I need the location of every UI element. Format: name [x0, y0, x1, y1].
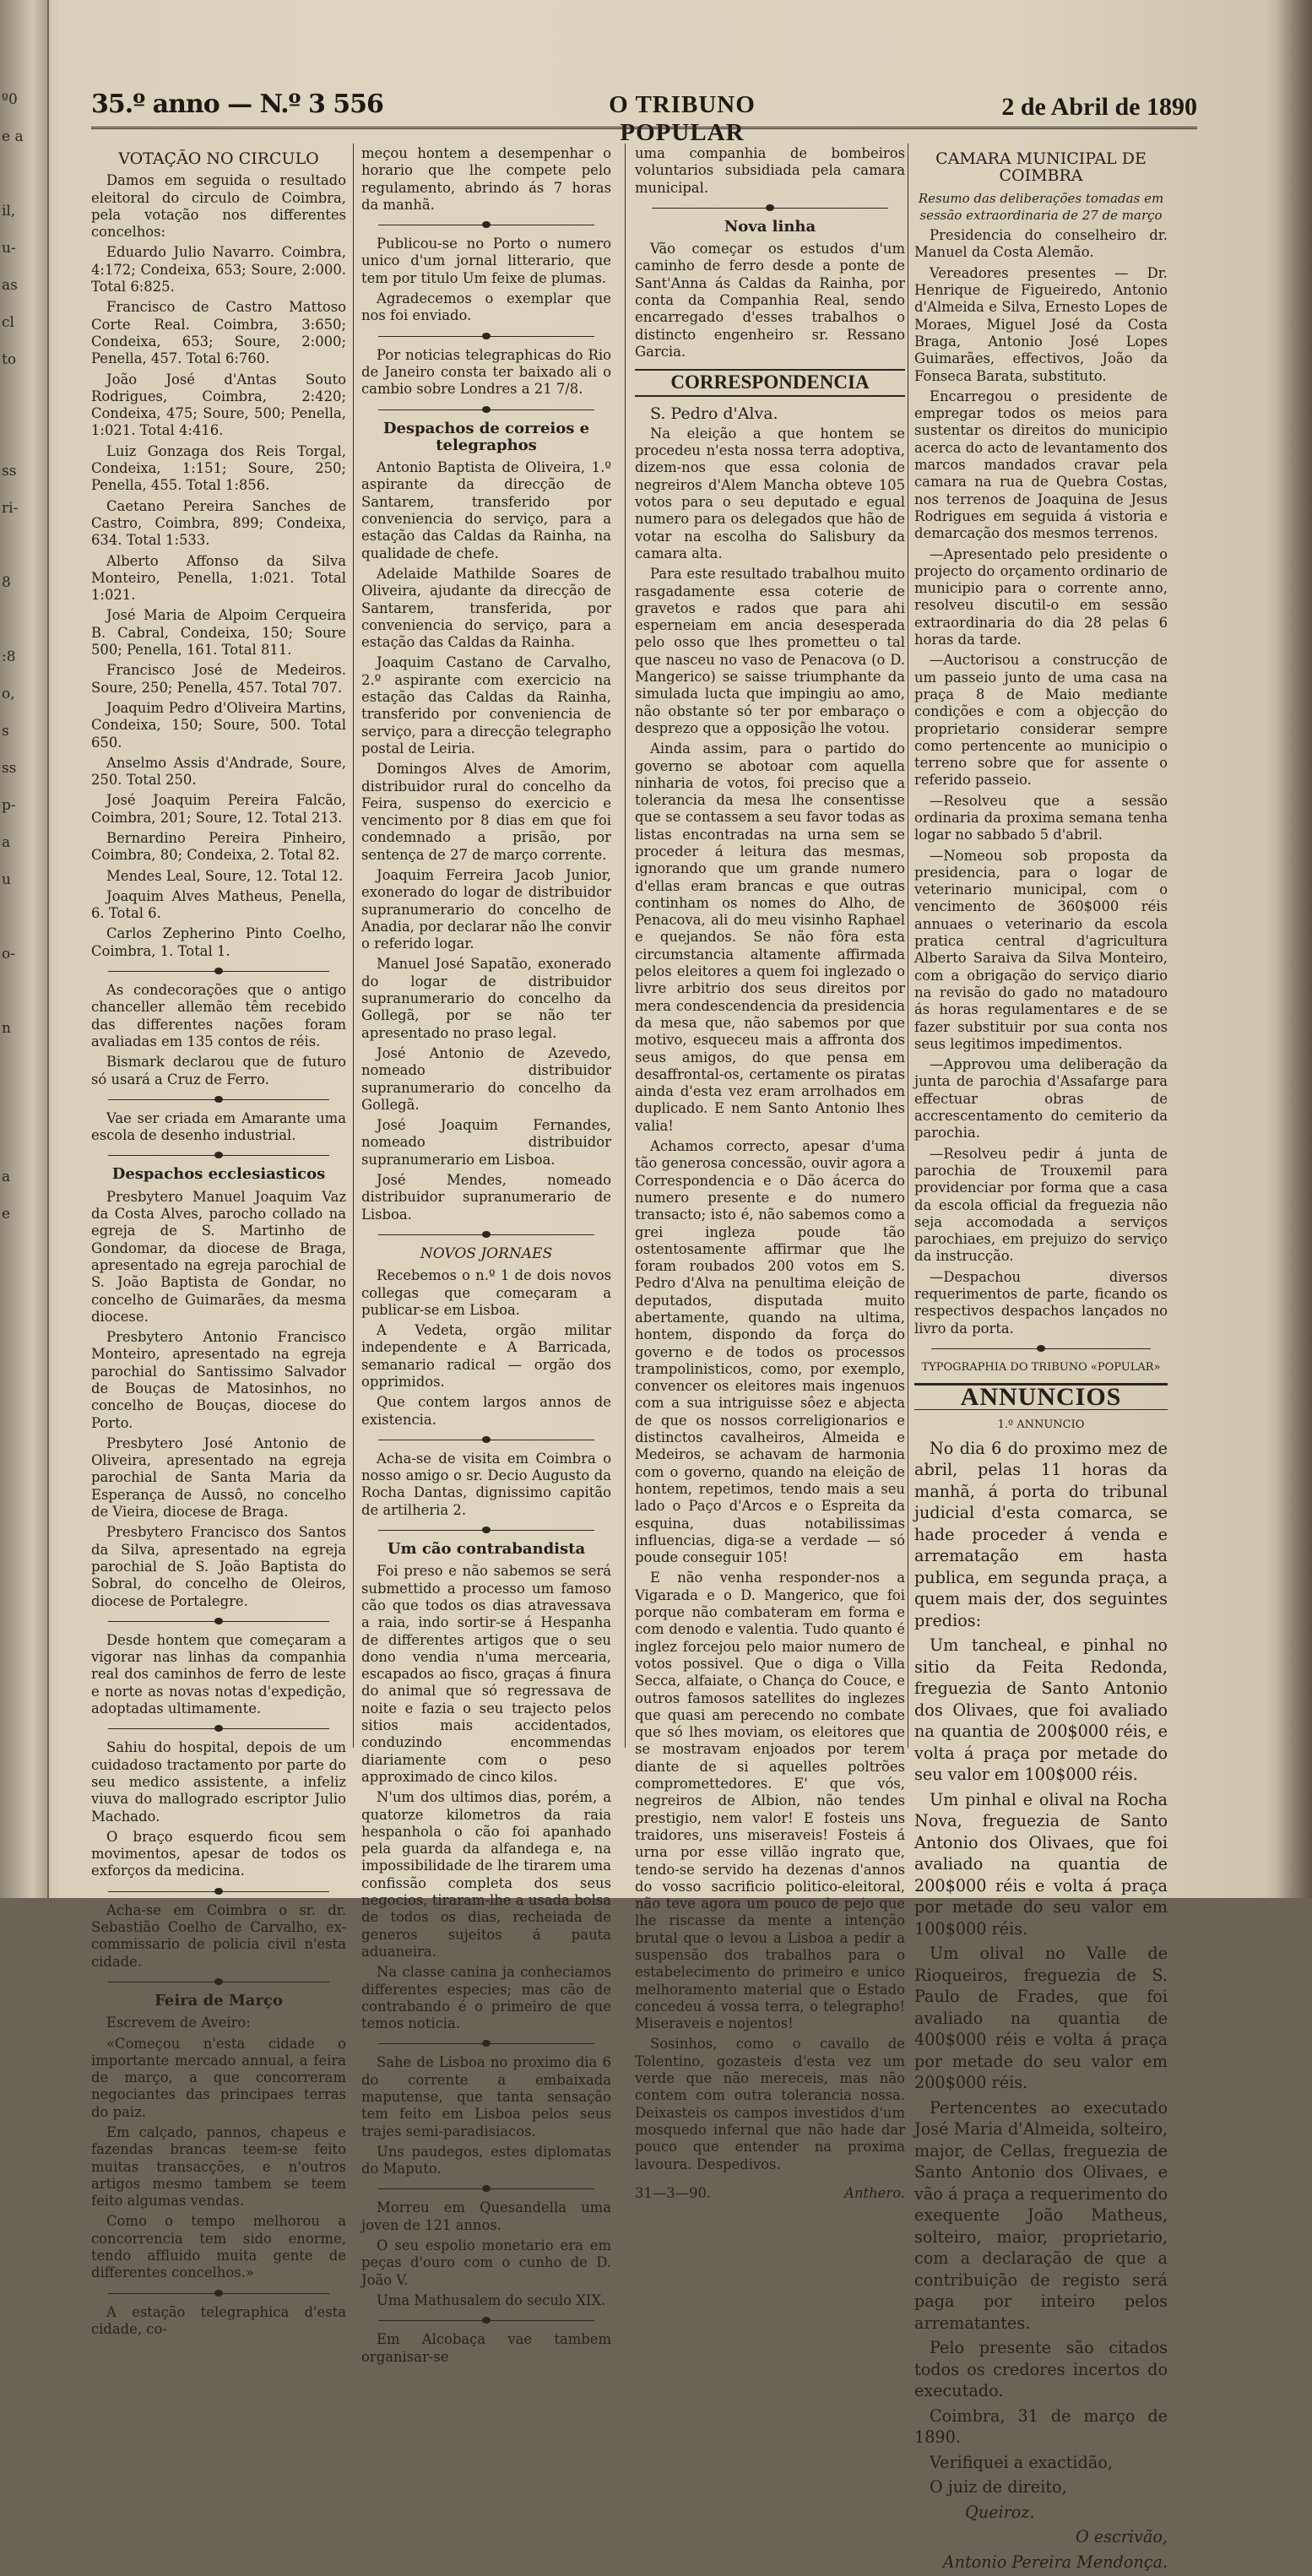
separator — [108, 1724, 329, 1733]
minute-entry: Vereadores presentes — Dr. Henrique de Figueiredo, Antonio d'Almeida e Silva, Ernesto Lopes de Moraes, Miguel José da Costa Braga, Antonio José Lopes Guimarães, effectivos, João da Fonseca Barata, substituto. — [914, 264, 1168, 384]
paragraph: Para este resultado trabalhou muito rasgadamente essa coterie de gravetos e rados que para ahi esperneiam em ancia desesperada pelo osso que lhes prometteu o tal que nasceu no vaso de Penacova (o D. Mangerico) se saisse triumphante da simulada lucta que impingiu ao amo, não obstante só ter por embaraço o desprezo que a opposição lhe votou. — [635, 566, 905, 736]
result-entry: Joaquim Pedro d'Oliveira Martins, Condeixa, 150; Soure, 500. Total 650. — [91, 699, 346, 751]
text-fragment: e — [2, 1206, 11, 1223]
text-fragment: u — [2, 871, 11, 888]
paragraph: Em calçado, pannos, chapeus e fazendas brancas teem-se feito muitas transacções, e n'outros artigos mesmo tambem se teem feito algumas vendas. — [91, 2123, 346, 2210]
separator — [378, 332, 594, 340]
dispatch-entry: Adelaide Mathilde Soares de Oliveira, ajudante da direcção de Santarem, transferida, por conveniencia do serviço, para a estação das Caldas da Rainha. — [361, 565, 611, 651]
result-entry: Eduardo Julio Navarro. Coimbra, 4:172; Condeixa, 653; Soure, 2:000. Total 6:825. — [91, 244, 346, 296]
minute-entry: —Nomeou sob proposta da presidencia, para o logar de veterinario municipal, com o vencimento de 360$000 réis annuaes o veterinario da escola pratica central d'agricultura Alberto Saraiva da Silva Monteiro, com a obrigação do serviço diario na revisão do gado no matadouro ás horas regulamentares e de se fazer substituir por sua conta nos seus legitimos impedimentos. — [914, 847, 1168, 1052]
notice-judge-name: Queiroz. — [965, 2502, 1035, 2522]
separator — [378, 1230, 594, 1239]
column-rule — [353, 144, 354, 1748]
text-fragment: 8 — [2, 574, 11, 591]
paragraph: Bismark declarou que de futuro só usará a Cruz de Ferro. — [91, 1054, 346, 1087]
council-minutes — [914, 227, 1168, 1337]
paragraph: Foi preso e não sabemos se será submettido a processo um famoso cão que todos os dias atravessava a raia, indo sortir-se á Hespanha de differentes artigos que o seu dono vendia n'uma mercearia, escapados ao fisco, graças á finura do animal que só regressava de noite e fazia o seu trajecto pelos sitios mais accidentados, conduzindo encommendas diariamente com o peso approximado de cinco kilos. — [361, 1563, 611, 1785]
paragraph: E não venha responder-nos a Vigarada e o D. Mangerico, que foi porque não combateram em forma e com denodo e valentia. Tudo quanto é inglez forcejou pelo maior numero de votos possivel. Que o diga o Villa Secca, alfaiate, o Chança do Couce, e outros famosos satellites do inglezes que quasi am perecendo no combate que só lhes moviam, os eleitores que se mostravam enjoados por terem diante de si aquelles poltrões compromettedores. E' que vós, negreiros de Albion, não tendes prestigio, nem valor! E fosteis uns traidores, uns miseraveis! Fosteis á urna por esse villão ingrato que, tendo-se servido ha dezenas d'annos do vosso sacrificio politico-eleitoral, não teve agora um pouco de pejo que lhe riscasse da mente a intenção brutal que o levou a Lisboa a pedir a suspensão dos trabalhos para o estabelecimento do primeiro e unico melhoramento material que o Estado concedeu á vossa terra, o telegrapho! Miseraveis e nojentos! — [635, 1570, 905, 2032]
paragraph: Na classe canina ja conheciamos differentes especies; mas cão de contrabando é o primeiro de que temos noticia. — [361, 1964, 611, 2032]
text-fragment: e a — [2, 128, 24, 145]
separator — [108, 1095, 329, 1104]
separator — [108, 1977, 329, 1986]
text-fragment: a — [2, 1169, 11, 1185]
separator — [108, 1617, 329, 1625]
newspaper-title: O TRIBUNO POPULAR — [609, 91, 756, 146]
minute-entry: Presidencia do conselheiro dr. Manuel da Costa Alemão. — [914, 227, 1168, 261]
paragraph: Que contem largos annos de existencia. — [361, 1394, 611, 1428]
paragraph: uma companhia de bombeiros voluntarios subsidiada pela camara municipal. — [635, 145, 905, 196]
section-title: Despachos de correios e telegraphos — [382, 419, 590, 454]
notice-clerk-name: Antonio Pereira Mendonça. — [942, 2552, 1168, 2572]
election-results — [91, 244, 346, 960]
paragraph: Um pinhal e olival na Rocha Nova, freguezia de Santo Antonio dos Olivaes, que foi avaliado na quantia de 200$000 réis e volta á praça por metade do seu valor em 100$000 réis. — [914, 1789, 1168, 1939]
section-title: Feira de Março — [155, 1991, 283, 2009]
separator — [108, 1151, 329, 1159]
separator — [378, 2184, 594, 2193]
minute-entry: —Resolveu que a sessão ordinaria da proxima semana tenha logar no sabbado 5 d'abril. — [914, 792, 1168, 843]
section-title: CORRESPONDENCIA — [635, 369, 905, 396]
masthead-row — [91, 84, 1197, 146]
paragraph: Sosinhos, como o cavallo de Tolentino, gozasteis d'esta vez um verde que não mereceis, mas não contem com outra tolerancia nossa. Deixasteis os campos investidos d'um mosquedo infernal que não hade dar pouco que entender na proxima lavoura. Despedivos. — [635, 2036, 905, 2172]
separator — [108, 1887, 329, 1895]
column-4 — [914, 145, 1168, 2576]
paragraph: Sahe de Lisboa no proximo dia 6 do corrente a embaixada maputense, que tanta sensação tem feito em Lisboa pelos seus trajes semi-paradisiacos. — [361, 2054, 611, 2139]
section-title: Despachos ecclesiasticos — [111, 1165, 326, 1184]
dispatch-entry: Presbytero Manuel Joaquim Vaz da Costa Alves, parocho collado na egreja de S. Martinho de Gondomar, da diocese de Braga, apresentado na egreja parochial de S. João Baptista de Gondar, no concelho de Guimarães, da mesma diocese. — [91, 1188, 346, 1325]
text-fragment: as — [2, 277, 18, 294]
text-fragment: ri- — [2, 500, 19, 517]
section-title: NOVOS JORNAES — [420, 1245, 553, 1262]
paragraph: Achamos correcto, apesar d'uma tão generosa concessão, ouvir agora a Correspondencia e o Dão ácerca do numero presente e do numero transacto; isto é, não sabemos como a grei ingleza poude tão ostentosamente affirmar que lhe foram roubados 200 votos em S. Pedro d'Alva na penultima eleição de deputados, disputada muito abertamente, quando na ultima, hontem, dispondo da força do governo e de todos os processos trampolinisticos, como, por exemplo, convencer os eleitores mais ingenuos com a sua intriguisse sôez e abjecta de que os nossos correligionarios e distinctos cavalheiros, Almeida e Medeiros, se achavam de harmonia com o governo, quando na eleição de hontem, repetimos, tendo mais a seu lado o Paço d'Arcos e o Espreita da esquina, duas notabilissimas influencias, diga-se a verdade — só poude conseguir 105! — [635, 1138, 905, 1566]
section-subtitle: 1.º ANNUNCIO — [997, 1418, 1085, 1432]
paragraph: No dia 6 do proximo mez de abril, pelas 11 horas da manhã, á porta do tribunal judicial d'esta comarca, se hade proceder á venda e arrematação em hasta publica, em segunda praça, a quem mais der, dos seguintes predios: — [914, 1438, 1168, 1630]
paragraph: O braço esquerdo ficou sem movimentos, apesar de todos os exforços da medicina. — [91, 1828, 346, 1879]
notice-judge-title: O juiz de direito, — [930, 2477, 1067, 2497]
paragraph: Uns paudegos, estes diplomatas do Maputo. — [361, 2143, 611, 2177]
result-entry: Bernardino Pereira Pinheiro, Coimbra, 80; Condeixa, 2. Total 82. — [91, 829, 346, 864]
section-title: VOTAÇÃO NO CIRCULO — [118, 149, 319, 168]
paragraph: As condecorações que o antigo chanceller allemão têm recebido das differentes nações foram avaliadas em 135 contos de réis. — [91, 982, 346, 1049]
section-title: CAMARA MUNICIPAL DE COIMBRA — [935, 149, 1147, 186]
column-rule — [625, 144, 626, 1748]
section-title: Um cão contrabandista — [387, 1540, 586, 1559]
text-fragment: il, — [2, 203, 16, 220]
issue-number: 35.º anno — N.º 3 556 — [91, 89, 383, 119]
text-fragment: to — [2, 351, 17, 368]
paragraph: Pelo presente são citados todos os credores incertos do executado. — [914, 2338, 1168, 2401]
adjacent-page-strip — [0, 0, 49, 1898]
paragraph: Por noticias telegraphicas do Rio de Janeiro consta ter baixado ali o cambio sobre Londres a 21 7/8. — [361, 346, 611, 398]
text-fragment: p- — [2, 797, 16, 814]
result-entry: Anselmo Assis d'Andrade, Soure, 250. Total 250. — [91, 754, 346, 789]
paragraph: Acha-se de visita em Coimbra o nosso amigo o sr. Decio Augusto da Rocha Dantas, dignissimo capitão de artilheria 2. — [361, 1450, 611, 1518]
paragraph: Damos em seguida o resultado eleitoral do circulo de Coimbra, pela votação nos differentes concelhos: — [91, 172, 346, 241]
separator — [931, 1344, 1151, 1353]
separator — [378, 220, 594, 229]
ecclesiastic-list — [91, 1189, 346, 1610]
result-entry: Mendes Leal, Soure, 12. Total 12. — [106, 867, 344, 884]
separator — [378, 1526, 594, 1534]
minute-entry: —Auctorisou a construcção de um passeio junto de uma casa na praça 8 de Maio mediante condições e com a objecção do proprietario considerar sempre como pertencente ao municipio o terreno sobre que for assente o referido passeio. — [914, 652, 1168, 789]
dispatch-entry: Domingos Alves de Amorim, distribuidor rural do concelho da Feira, suspenso do exercicio e vencimento por 8 dias em que foi condemnado a prisão, por sentença de 27 de março corrente. — [361, 761, 611, 863]
dispatch-entry: Joaquim Ferreira Jacob Junior, exonerado do logar de distribuidor supranumerario do concelho de Anadia, por declarar não lhe convir o referido logar. — [361, 866, 611, 952]
separator — [378, 2316, 594, 2324]
separator — [108, 967, 329, 975]
result-entry: Alberto Affonso da Silva Monteiro, Penella, 1:021. Total 1:021. — [91, 552, 346, 604]
dateline-place: S. Pedro d'Alva. — [650, 404, 778, 423]
paragraph: Como o tempo melhorou a concorrencia tem sido enorme, tendo affluido muita gente de differentes concelhos.» — [91, 2213, 346, 2281]
section-subtitle: Resumo das deliberações tomadas em sessão extraordinaria de 27 de março — [918, 190, 1164, 223]
paragraph: Sahiu do hospital, depois de um cuidadoso tractamento por parte do seu medico assistente, a infeliz viuva do mallogrado escriptor Julio Machado. — [91, 1739, 346, 1825]
notice-date: Coimbra, 31 de março de 1890. — [914, 2405, 1168, 2448]
dispatch-entry: José Antonio de Azevedo, nomeado distribuidor supranumerario do concelho da Gollegã. — [361, 1044, 611, 1113]
new-journals — [361, 1267, 611, 1429]
page-edge-shadow — [1278, 0, 1312, 1898]
text-fragment: :8 — [2, 648, 16, 665]
text-fragment: n — [2, 1020, 11, 1037]
correspondence-article — [635, 426, 905, 2173]
notice-verified: Verifiquei a exactidão, — [930, 2452, 1113, 2472]
paragraph: Agradecemos o exemplar que nos foi enviado. — [361, 290, 611, 324]
result-entry: José Joaquim Pereira Falcão, Coimbra, 201; Soure, 12. Total 213. — [91, 792, 346, 826]
minute-entry: —Resolveu pedir á junta de parochia de Trouxemil para providenciar por forma que a casa da escola official da freguezia não seja accomodada a serviços parochiaes, em prejuizo do serviço da instrucção. — [914, 1145, 1168, 1265]
text-fragment: o- — [2, 946, 15, 963]
column-1 — [91, 145, 346, 2341]
paragraph: Na eleição a que hontem se procedeu n'esta nossa terra adoptiva, dizem-nos que essa colonia de negreiros d'Alem Mancha obteve 105 votos para o seu deputado e egual numero para os delegados que hão de votar na escolha do Salisbury da camara alta. — [635, 425, 905, 561]
feira-article — [91, 2015, 346, 2281]
dispatch-entry: Manuel José Sapatão, exonerado do logar de distribuidor supranumerario do concelho da Gollegã, por se não ter apresentado no praso legal. — [361, 956, 611, 1041]
notice-clerk-title: O escrivão, — [1075, 2527, 1168, 2547]
paragraph: Vae ser criada em Amarante uma escola de desenho industrial. — [91, 1109, 346, 1144]
auction-notice — [914, 1438, 1168, 2402]
minute-entry: Encarregou o presidente de empregar todos os meios para sustentar os direitos do municipio acerca do acto de levantamento dos marcos mandados cravar pela camara na rua de Quebra Costas, nos terrenos de Joaquina de Jesus Rodrigues em seguida á vistoria e demarcação dos mesmos terrenos. — [914, 388, 1168, 542]
text-fragment: u- — [2, 240, 16, 257]
result-entry: Francisco José de Medeiros. Soure, 250; Penella, 457. Total 707. — [91, 662, 346, 696]
paragraph: Acha-se em Coimbra o sr. dr. Sebastião Coelho de Carvalho, ex-commissario de policia civil n'esta cidade. — [91, 1901, 346, 1970]
result-entry: Joaquim Alves Matheus, Penella, 6. Total 6. — [91, 887, 346, 922]
dispatch-entry: Presbytero Francisco dos Santos da Silva, apresentado na egreja parochial de S. João Baptista do Sobral, do concelho de Oleiros, diocese de Portalegre. — [91, 1524, 346, 1609]
paragraph: N'um dos ultimos dias, porém, a quatorze kilometros da raia hespanhola o cão foi apanhado pela guarda da alfandega e, na impossibilidade de lhe tirarem uma confissão completa dos seus negocios, tiraram-lhe a usada bolsa de todos os dias, recheiada de generos sujeitos á pauta aduaneira. — [361, 1789, 611, 1960]
separator — [378, 2039, 594, 2047]
minute-entry: —Despachou diversos requerimentos de parte, ficando os respectivos despachos lançados no livro da porta. — [914, 1268, 1168, 1337]
result-entry: José Maria de Alpoim Cerqueira B. Cabral, Condeixa, 150; Soure 500; Penella, 161. Total 811. — [91, 607, 346, 659]
paragraph: Um tancheal, e pinhal no sitio da Feita Redonda, freguezia de Santo Antonio dos Olivaes, que foi avaliado na quantia de 200$000 réis, e volta á praça por metade do seu valor em 100$000 réis. — [914, 1635, 1168, 1785]
column-2 — [361, 145, 611, 2369]
result-entry: Carlos Zepherino Pinto Coelho, Coimbra, 1. Total 1. — [91, 925, 346, 959]
dispatch-entry: José Mendes, nomeado distribuidor supranumerario de Lisboa. — [361, 1172, 611, 1223]
paragraph: Morreu em Quesandella uma joven de 121 annos. — [361, 2199, 611, 2233]
dispatch-entry: Joaquim Castano de Carvalho, 2.º aspirante com exercicio na estação das Caldas da Rainha, transferido por conveniencia de serviço, para a direcção telegrapho postal de Leiria. — [361, 654, 611, 757]
paragraph: A estação telegraphica d'esta cidade, co- — [91, 2303, 346, 2337]
minute-entry: —Approvou uma deliberação da junta de parochia d'Assafarge para effectuar obras de accrescentamento do cemiterio da parochia. — [914, 1056, 1168, 1142]
section-title: ANNUNCIOS — [914, 1383, 1168, 1410]
printer-line: TYPOGRAPHIA DO TRIBUNO «POPULAR» — [921, 1360, 1161, 1374]
paragraph: «Começou n'esta cidade o importante mercado annual, a feira de março, a que concorreram negociantes das principaes terras do paiz. — [91, 2035, 346, 2120]
dispatch-entry: Antonio Baptista de Oliveira, 1.º aspirante da direcção de Santarem, transferido por conveniencia do serviço, para a estação das Caldas da Rainha, na qualidade de chefe. — [361, 459, 611, 561]
paragraph: Um olival no Valle de Rioqueiros, freguezia de S. Paulo de Frades, que foi avaliado na quantia de 400$000 réis e volta á praça por metade do seu valor em 200$000 réis. — [914, 1944, 1168, 2093]
paragraph: Em Alcobaça vae tambem organisar-se — [361, 2331, 611, 2365]
letter-author: Anthero. — [844, 2184, 905, 2201]
paragraph: O seu espolio monetario era em peças d'ouro com o cunho de D. João V. — [361, 2237, 611, 2288]
separator — [108, 2289, 329, 2297]
section-title: Nova linha — [724, 217, 816, 236]
result-entry: Francisco de Castro Mattoso Corte Real. Coimbra, 3:650; Condeixa, 653; Soure, 2:000; Penella, 457. Total 6:760. — [91, 299, 346, 367]
text-fragment: º0 — [2, 91, 18, 108]
result-entry: Caetano Pereira Sanches de Castro, Coimbra, 899; Condeixa, 634. Total 1:533. — [91, 497, 346, 549]
paragraph: Publicou-se no Porto o numero unico d'um jornal litterario, que tem por titulo Um feixe de plumas. — [361, 236, 611, 286]
text-fragment: ss — [2, 760, 17, 777]
paragraph: Recebemos o n.º 1 de dois novos collegas que começaram a publicar-se em Lisboa. — [361, 1267, 611, 1318]
paragraph: meçou hontem a desempenhar o horario que lhe compete pelo regulamento, abrindo ás 7 horas da manhã. — [361, 145, 611, 213]
letter-date: 31—3—90. — [635, 2184, 712, 2201]
result-entry: Luiz Gonzaga dos Reis Torgal, Condeixa, 1:151; Soure, 250; Penella, 455. Total 1:856. — [91, 442, 346, 494]
masthead-rule — [91, 127, 1197, 129]
paragraph: Ainda assim, para o partido do governo se abotoar com aquella ninharia de votos, foi preciso que a tolerancia da mesa lhe consentisse que se contassem a seu favor todas as listas encontradas na urna sem se proceder á leitura das mesmas, ignorando que um grande numero d'ellas eram brancas e que outras continham os nomes do Alho, de Penacova, ali do meu visinho Raphael e quejandos. Se não fôra esta circumstancia altamente affirmada pelos eleitores a quem foi inglezado o livre arbitrio dos seus direitos por mera condescendencia da presidencia da mesa que, não sabemos por que motivo, esqueceu mais a affronta dos seus amigos, do que pensa em desaffrontal-os, certamente os piratas ainda d'esta vez eram arrolhados em duplicado. E nem Santo Antonio lhes valia! — [635, 740, 905, 1134]
paragraph: A Vedeta, orgão militar independente e A Barricada, semanario radical — orgão dos opprimidos. — [361, 1322, 611, 1390]
paragraph: Desde hontem que começaram a vigorar nas linhas da companhia real dos caminhos de ferro de leste e norte as novas notas d'expedição, adoptadas ultimamente. — [91, 1631, 346, 1717]
dispatch-entry: Presbytero Antonio Francisco Monteiro, apresentado na egreja parochial do Santissimo Salvador de Bouças de Matosinhos, no concelho de Bouças, diocese do Porto. — [91, 1329, 346, 1431]
text-fragment: cl — [2, 314, 14, 331]
minute-entry: —Apresentado pelo presidente o projecto do orçamento ordinario de municipio para o corrente anno, resolveu discutil-o em sessão extraordinaria do dia 28 pelas 6 horas da tarde. — [914, 545, 1168, 648]
dog-article — [361, 1563, 611, 2032]
paragraph: Vão começar os estudos d'um caminho de ferro desde a ponte de Sant'Anna ás Caldas da Rainha, por conta da Companhia Real, sendo encarregado d'esses trabalhos o distincto engenheiro sr. Ressano Garcia. — [635, 241, 905, 360]
dispatch-entry: Presbytero José Antonio de Oliveira, apresentado na egreja parochial de Santa Maria da Esperança de Aussô, no concelho de Vieira, diocese de Braga. — [91, 1434, 346, 1521]
result-entry: João José d'Antas Souto Rodrigues, Coimbra, 2:420; Condeixa, 475; Soure, 500; Penella, 1:021. Total 4:416. — [91, 371, 346, 439]
column-3 — [635, 145, 905, 2202]
paragraph: Pertencentes ao executado José Maria d'Almeida, solteiro, major, de Cellas, freguezia de Santo Antonio dos Olivaes, e vão á praça a requerimento do exequente João Matheus, solteiro, maior, proprietario, com a declaração de que a contribuição de registo será paga por inteiro pelos arrematantes. — [914, 2097, 1168, 2333]
separator — [378, 1435, 594, 1444]
dispatch-entry: José Joaquim Fernandes, nomeado distribuidor supranumerario em Lisboa. — [361, 1117, 611, 1168]
text-fragment: s — [2, 723, 9, 740]
issue-date: 2 de Abril de 1890 — [1001, 93, 1197, 121]
postal-dispatches — [361, 459, 611, 1223]
paragraph: Uma Mathusalem do seculo XIX. — [377, 2291, 606, 2308]
signature-line — [635, 2185, 905, 2202]
text-fragment: o, — [2, 686, 15, 702]
paragraph: Escrevem de Aveiro: — [106, 2015, 251, 2031]
text-fragment: ss — [2, 463, 17, 480]
separator — [652, 203, 888, 212]
separator — [378, 405, 594, 414]
text-fragment: a — [2, 834, 11, 851]
